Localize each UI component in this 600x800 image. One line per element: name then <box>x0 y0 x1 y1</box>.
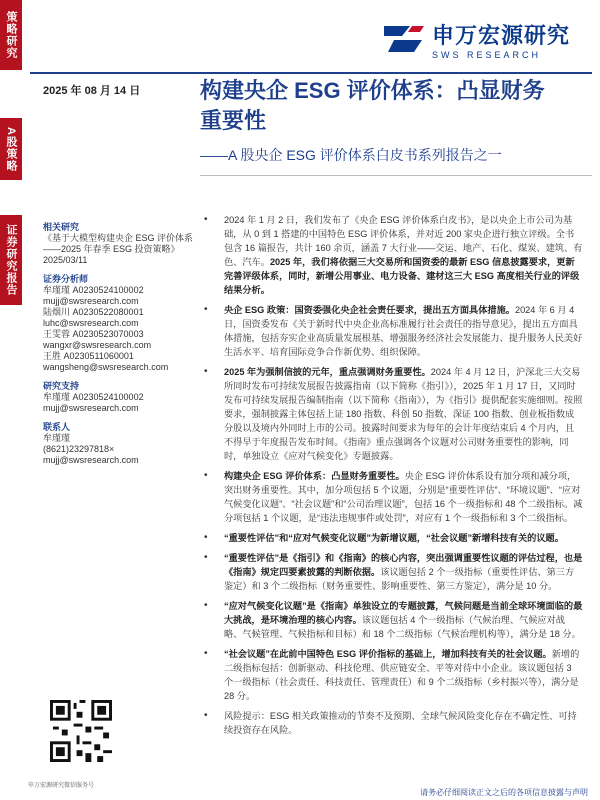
report-title <box>200 76 590 136</box>
analyst-name: 陆烟川 A0230522080001 <box>43 307 144 317</box>
bullet-icon: • <box>204 648 208 659</box>
contact-phone: (8621)23297818× <box>43 444 115 454</box>
related-research-date: 2025/03/11 <box>43 255 88 265</box>
bullet-icon: • <box>204 470 208 481</box>
analyst-name: 王胜 A0230511060001 <box>43 351 134 361</box>
analyst-email[interactable]: mujj@swsresearch.com <box>43 296 139 306</box>
body-text: 风险提示：ESG 相关政策推动的节奏不及预期、全球气候风险变化存在不确定性、可持续投资存在风险。 <box>224 711 577 735</box>
analyst-heading: 证券分析师 <box>43 274 89 284</box>
bold-text: “社会议题”在此前中国特色 ESG 评价指标的基础上，增加科技有关的社会议题。 <box>224 649 552 659</box>
title-rule <box>200 175 592 176</box>
bullet-icon: • <box>204 214 208 225</box>
bullet-paragraph <box>200 647 583 703</box>
bold-text: “重要性评估”是《指引》和《指南》的核心内容，突出强调重要性议题的评估过程，也是《指南》规定四要素披露的判断依据。 <box>224 553 583 577</box>
report-type-band: 证券研究报告 <box>0 215 22 305</box>
analyst-email[interactable]: luhc@swsresearch.com <box>43 318 139 328</box>
researcher-email[interactable]: mujj@swsresearch.com <box>43 403 139 413</box>
contact-heading: 联系人 <box>43 422 71 432</box>
subcategory-band: A股策略 <box>0 118 22 180</box>
analyst-name: 牟瑾瑾 A0230524100002 <box>43 285 144 295</box>
sidebar <box>0 0 22 800</box>
body-text: 2024 年 4 月 12 日，沪深北三大交易所同时发布可持续发展报告披露指南（以下简称《指引》），2025 年 1 月 17 日，又同时发布可持续发展报告编制指南（以下简称《指南》），为《指引》提供配套实施细则。按照要求，强制披露主体包括上证 180 指数、科创 50 指数、深证 100 指数、创业板指数成分股以及境内外同时上市的公司。披露时间要求为每年的会计年度结束后 4 个月内，且不得早于年度报告发布时间。《指南》重点强调各个议题对公司财务重要性的影响，同时，单独设立《应对气候变化》专题披露。 <box>224 367 583 461</box>
related-research-heading: 相关研究 <box>43 222 80 232</box>
researcher-name: 牟瑾瑾 A0230524100002 <box>43 392 144 402</box>
analyst-email[interactable]: wangxr@swsresearch.com <box>43 340 152 350</box>
bullet-icon: • <box>204 552 208 563</box>
sws-logo-icon <box>380 18 426 60</box>
bullet-paragraph <box>200 303 583 359</box>
logo-en: SWS RESEARCH <box>431 49 541 60</box>
bold-text: “重要性评估”和“应对气候变化议题”为新增议题，“社会议题”新增科技有关的议题。 <box>224 533 564 543</box>
bold-text: “应对气候变化议题”是《指南》单独设立的专题披露，气候问题是当前全球环境面临的最大挑战，是环境治理的核心内容。 <box>224 601 583 625</box>
report-date: 2025 年 08 月 14 日 <box>43 85 141 97</box>
body-text: 该议题包括 4 个一级指标（气候治理、气候应对战略、气候管理、气候指标和目标）和 18 个二级指标（气候治理机构等），满分是 18 分。 <box>224 615 581 639</box>
left-column <box>43 222 193 466</box>
summary-body <box>200 213 583 743</box>
body-text: 2024 年 1 月 2 日，我们发布了《央企 ESG 评价体系白皮书》，是以央企上市公司为基础，从 0 到 1 搭建的中国特色 ESG 评价体系，并对近 200 家央企进行独立评级。全书包含 16 篇报告，共计 160 余页，涵盖 7 大行业——交运、地产、石化、煤炭、建筑、有色、汽车。 <box>224 215 583 267</box>
bullet-icon: • <box>204 710 208 721</box>
analyst-name: 王雯蓉 A0230523070003 <box>43 329 144 339</box>
bold-text: 构建央企 ESG 评价体系：凸显财务重要性。 <box>224 471 405 481</box>
contact-name: 牟瑾瑾 <box>43 433 71 443</box>
analyst-email[interactable]: wangsheng@swsresearch.com <box>43 362 169 372</box>
bullet-paragraph <box>200 213 583 297</box>
bullet-paragraph <box>200 469 583 525</box>
bullet-paragraph <box>200 709 583 737</box>
disclaimer-footer: 请务必仔细阅读正文之后的各项信息披露与声明 <box>420 788 588 797</box>
bullet-paragraph <box>200 365 583 463</box>
report-subtitle: ——A 股央企 ESG 评价体系白皮书系列报告之一 <box>200 147 502 163</box>
bullet-icon: • <box>204 304 208 315</box>
body-text: 2024 年 6 月 4 日，国资委发布《关于新时代中央企业高标准履行社会责任的指导意见》，提出五方面具体措施，包括夯实企业高质量发展根基、增强服务经济社会发展能力、提升服务人民美好生活水平、培育国际竞争合作新优势、组织保障。 <box>224 305 583 357</box>
qr-caption: 申万宏源研究微信服务号 <box>28 783 95 789</box>
body-text: 央企 ESG 评价体系设有加分项和减分项，突出财务重要性。其中，加分项包括 5 个议题，分别是“重要性评估”、“环境议题”、“应对气候变化议题”、“社会议题”和“公司治理议题”，包括 16 个一级指标和 48 个二级指标。减分项包括 1 个议题，是“违法违规事件或处罚”，对应有 1 个一级指标和 3 个二级指标。 <box>224 471 583 523</box>
related-research-link[interactable]: 《基于大模型构建央企 ESG 评价体系——2025 年春季 ESG 投资策略》 <box>43 233 194 254</box>
bullet-icon: • <box>204 600 208 611</box>
title-line-1: 构建央企 ESG 评价体系：凸显财务 <box>200 78 545 103</box>
category-band: 策略研究 <box>0 0 22 70</box>
header-rule <box>30 72 592 74</box>
qr-code-icon <box>50 700 112 762</box>
logo-cn: 申万宏源研究 <box>431 22 570 48</box>
title-line-2: 重要性 <box>200 108 267 133</box>
bullet-paragraph <box>200 599 583 641</box>
bold-text: 央企 ESG 政策：国资委强化央企社会责任要求，提出五方面具体措施。 <box>224 305 515 315</box>
sws-logo <box>380 14 570 64</box>
research-support-heading: 研究支持 <box>43 381 80 391</box>
body-text: 新增的二级指标包括：创新驱动、科技伦理、供应链安全、平等对待中小企业。该议题包括 3 个一级指标（社会责任、科技责任、管理责任）和 9 个二级指标（乡村振兴等），满分是 28 分。 <box>224 649 580 701</box>
bullet-paragraph <box>200 551 583 593</box>
bullet-paragraph <box>200 531 583 545</box>
bullet-icon: • <box>204 532 208 543</box>
bold-text: 2025 年，我们将依据三大交易所和国资委的最新 ESG 信息披露要求，更新完善评级体系，同时，新增公用事业、电力设备、建材这三大 ESG 高度相关行业的评级结果分析。 <box>224 257 580 295</box>
bullet-icon: • <box>204 366 208 377</box>
body-text: 该议题包括 2 个一级指标（重要性评估、第三方鉴定）和 3 个二级指标（财务重要性、影响重要性、第三方鉴定），满分是 10 分。 <box>224 567 575 591</box>
contact-email[interactable]: mujj@swsresearch.com <box>43 455 139 465</box>
bold-text: 2025 年为强制信披的元年，重点强调财务重要性。 <box>224 367 431 377</box>
